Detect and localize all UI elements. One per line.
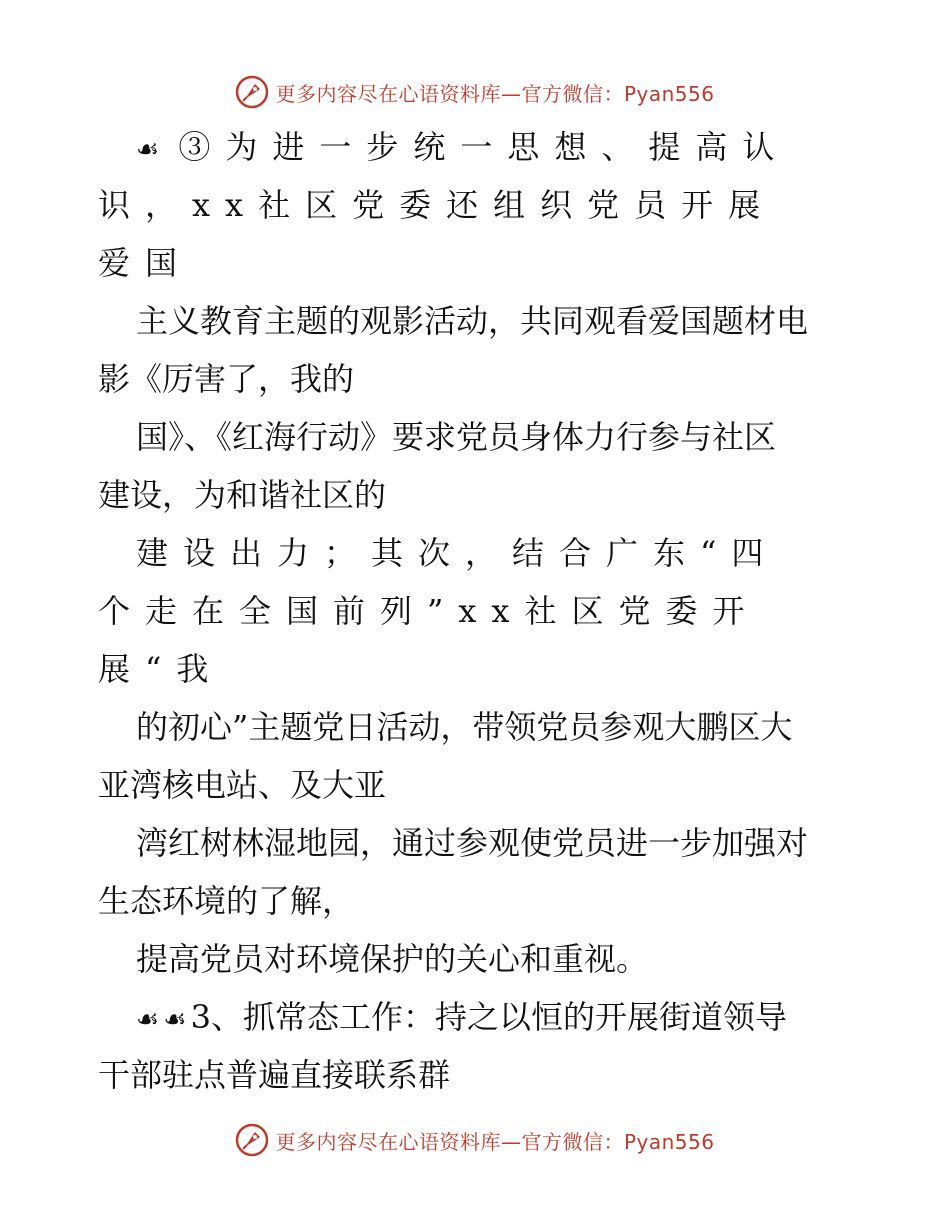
pen-nib-logo-icon	[235, 75, 269, 109]
fleuron-bullet-icon: ☙	[136, 1005, 160, 1035]
paragraph-line: 影《厉害了，我的	[98, 360, 355, 398]
paragraph-line: 亚湾核电站、及大亚	[98, 766, 387, 804]
footer-banner-text: 更多内容尽在心语资料库—官方微信：Pyan556	[275, 1129, 715, 1154]
paragraph-line: 干部驻点普遍直接联系群	[98, 1056, 451, 1094]
paragraph-line: 个走在全国前列”xx社区党委开	[98, 592, 760, 630]
footer-banner	[0, 1120, 950, 1160]
fleuron-bullet-icon: ☙	[163, 1005, 187, 1035]
paragraph-line: 主义教育主题的观影活动，共同观看爱国题材电	[136, 302, 809, 340]
document-body	[98, 118, 858, 1104]
paragraph-line: 的初心”主题党日活动，带领党员参观大鹏区大	[136, 708, 793, 746]
pen-nib-logo-icon	[235, 1123, 269, 1157]
paragraph-line: ☙ ☙ 3、抓常态工作：持之以恒的开展街道领导	[98, 988, 858, 1046]
paragraph-line: 识，xx社区党委还组织党员开展	[98, 186, 776, 224]
paragraph-line: 展“我	[98, 650, 224, 688]
paragraph-line: 湾红树林湿地园，通过参观使党员进一步加强对	[136, 824, 809, 862]
paragraph-line: 建设出力；其次，结合广东“四	[136, 534, 779, 572]
paragraph-line: 建设，为和谐社区的	[98, 476, 387, 514]
fleuron-bullet-icon: ☙	[136, 135, 175, 165]
paragraph-line: 爱国	[98, 244, 193, 282]
header-banner-text: 更多内容尽在心语资料库—官方微信：Pyan556	[275, 81, 715, 106]
header-banner	[0, 72, 950, 112]
paragraph-line: ☙ ③为进一步统一思想、提高认	[98, 118, 858, 176]
paragraph-line: 提高党员对环境保护的关心和重视。	[136, 940, 649, 978]
paragraph-line: 国》、《红海行动》要求党员身体力行参与社区	[136, 418, 777, 456]
paragraph-line: 生态环境的了解，	[98, 882, 355, 920]
